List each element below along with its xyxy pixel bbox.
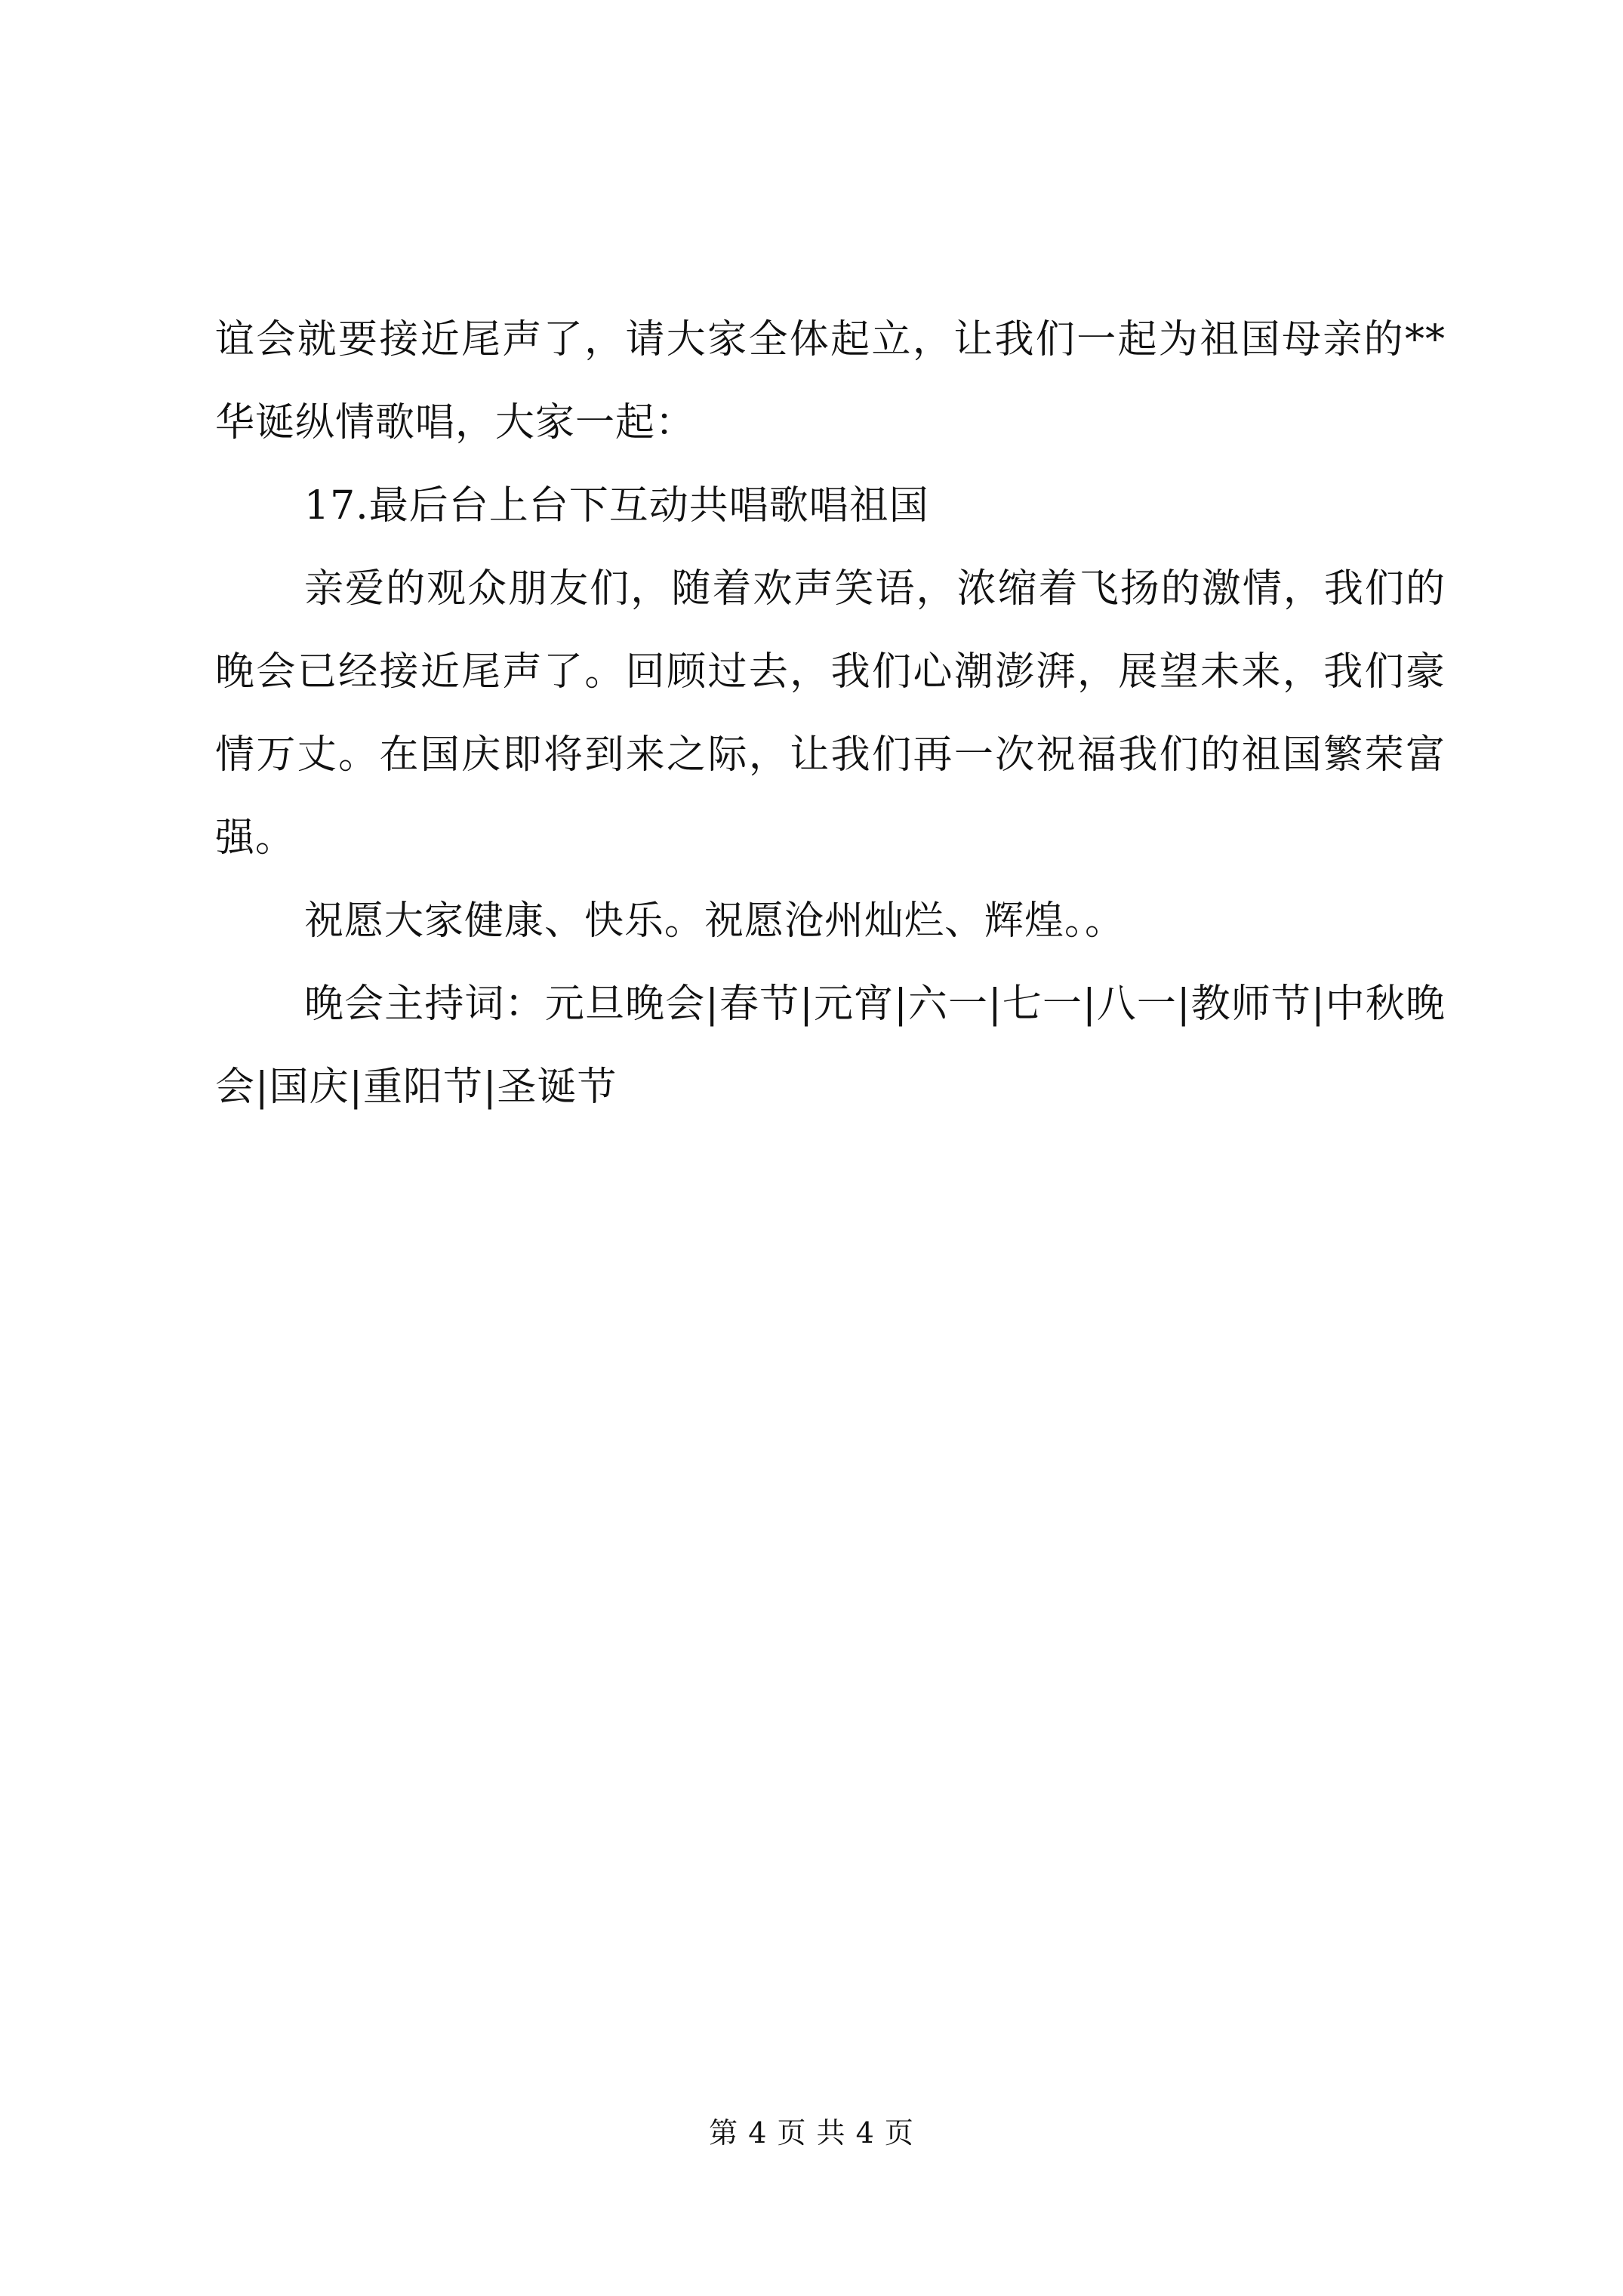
paragraph-continuation: 谊会就要接近尾声了，请大家全体起立，让我们一起为祖国母亲的**华诞纵情歌唱，大家一起： (215, 317, 1446, 445)
page-footer (0, 2114, 1623, 2152)
paragraph-related-links: 晚会主持词：元旦晚会|春节|元宵|六一|七一|八一|教师节|中秋晚会|国庆|重阳节|圣诞节 (215, 982, 1446, 1110)
page-number-label: 第 4 页 共 4 页 (709, 2116, 914, 2150)
paragraph-closing-remarks: 亲爱的观众朋友们，随着欢声笑语，浓缩着飞扬的激情，我们的晚会已经接近尾声了。回顾过去，我们心潮澎湃，展望未来，我们豪情万丈。在国庆即将到来之际，让我们再一次祝福我们的祖国繁荣富强。 (215, 566, 1446, 861)
paragraph-wishes: 祝愿大家健康、快乐。祝愿沧州灿烂、辉煌。。 (304, 898, 1126, 944)
section-heading: 17.最后台上台下互动共唱歌唱祖国 (304, 483, 929, 529)
document-body (215, 298, 1446, 1129)
